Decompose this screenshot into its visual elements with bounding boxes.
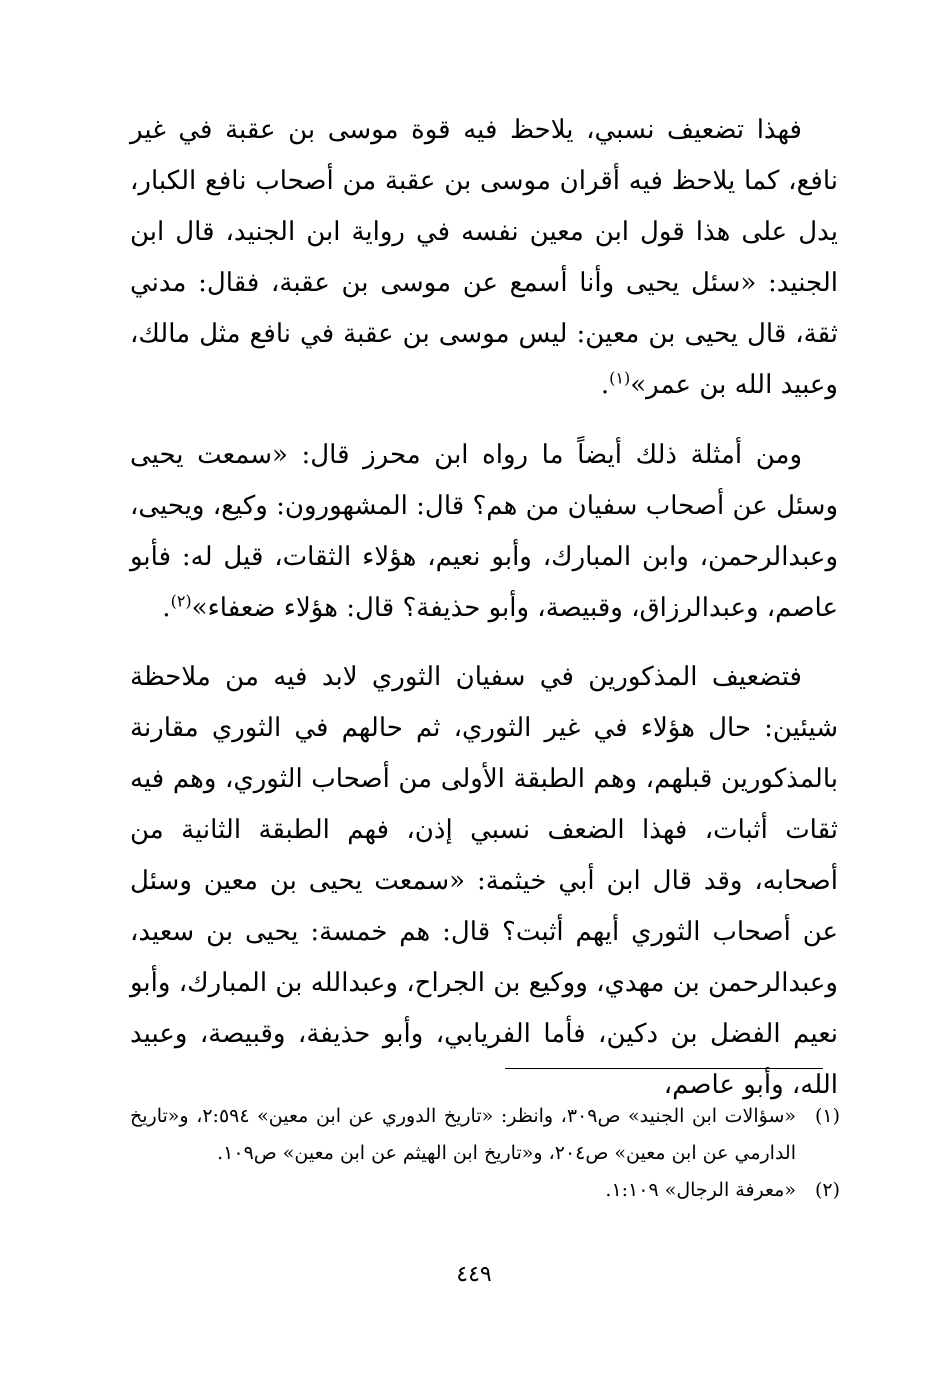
footnotes <box>130 1098 840 1209</box>
paragraph-3-body <box>130 652 838 1111</box>
footnote-2-text: «معرفة الرجال» ١:١٠٩. <box>605 1179 796 1201</box>
footnote-2-number: (٢) <box>814 1179 840 1201</box>
paragraph-3 <box>130 652 838 1111</box>
page-number: ٤٤٩ <box>456 1262 492 1287</box>
paragraph-1-body <box>130 105 838 411</box>
paragraph-1 <box>130 105 838 411</box>
footnote-1-text: «سؤالات ابن الجنيد» ص٣٠٩، وانظر: «تاريخ الدوري عن ابن معين» ٢:٥٩٤، و«تاريخ الدارمي عن ابن معين» ص٢٠٤، و«تاريخ ابن الهيثم عن ابن معين» ص١٠٩. <box>130 1105 796 1164</box>
footnote-ref-1[interactable]: (١) <box>609 368 631 388</box>
footnote-2 <box>130 1172 840 1209</box>
footnote-1-number: (١) <box>814 1105 840 1127</box>
paragraph-2-text: ومن أمثلة ذلك أيضاً ما رواه ابن محرز قال: «سمعت يحيى وسئل عن أصحاب سفيان من هم؟ قال: المشهورون: وكيع، ويحيى، وعبدالرحمن، وابن المبارك، وأبو نعيم، هؤلاء الثقات، قيل له: فأبو عاصم، وعبدالرزاق، وقبيصة، وأبو حذيفة؟ قال: هؤلاء ضعفاء» <box>130 440 838 623</box>
footnote-1 <box>130 1098 840 1172</box>
paragraph-1-text: فهذا تضعيف نسبي، يلاحظ فيه قوة موسى بن عقبة في غير نافع، كما يلاحظ فيه أقران موسى بن عقبة من أصحاب نافع الكبار، يدل على هذا قول ابن معين نفسه في رواية ابن الجنيد، قال ابن الجنيد: «سئل يحيى وأنا أسمع عن موسى بن عقبة، فقال: مدني ثقة، قال يحيى بن معين: ليس موسى بن عقبة في نافع مثل مالك، وعبيد الله بن عمر» <box>130 115 838 400</box>
footnote-divider <box>505 1068 823 1069</box>
paragraph-2-body <box>130 430 838 634</box>
footnote-ref-2[interactable]: (٢) <box>170 591 192 611</box>
paragraph-2 <box>130 430 838 634</box>
paragraph-3-text: فتضعيف المذكورين في سفيان الثوري لابد فيه من ملاحظة شيئين: حال هؤلاء في غير الثوري، ثم حالهم في الثوري مقارنة بالمذكورين قبلهم، وهم الطبقة الأولى من أصحاب الثوري، وهم فيه ثقات أثبات، فهذا الضعف نسبي إذن، فهم الطبقة الثانية من أصحابه، وقد قال ابن أبي خيثمة: «سمعت يحيى بن معين وسئل عن أصحاب الثوري أيهم أثبت؟ قال: هم خمسة: يحيى بن سعيد، وعبدالرحمن بن مهدي، ووكيع بن الجراح، وعبدالله بن المبارك، وأبو نعيم الفضل بن دكين، فأما الفريابي، وأبو حذيفة، وقبيصة، وعبيد الله، وأبو عاصم، <box>130 662 839 1100</box>
paragraph-1-tail: . <box>600 370 610 400</box>
paragraph-2-tail: . <box>162 593 171 623</box>
